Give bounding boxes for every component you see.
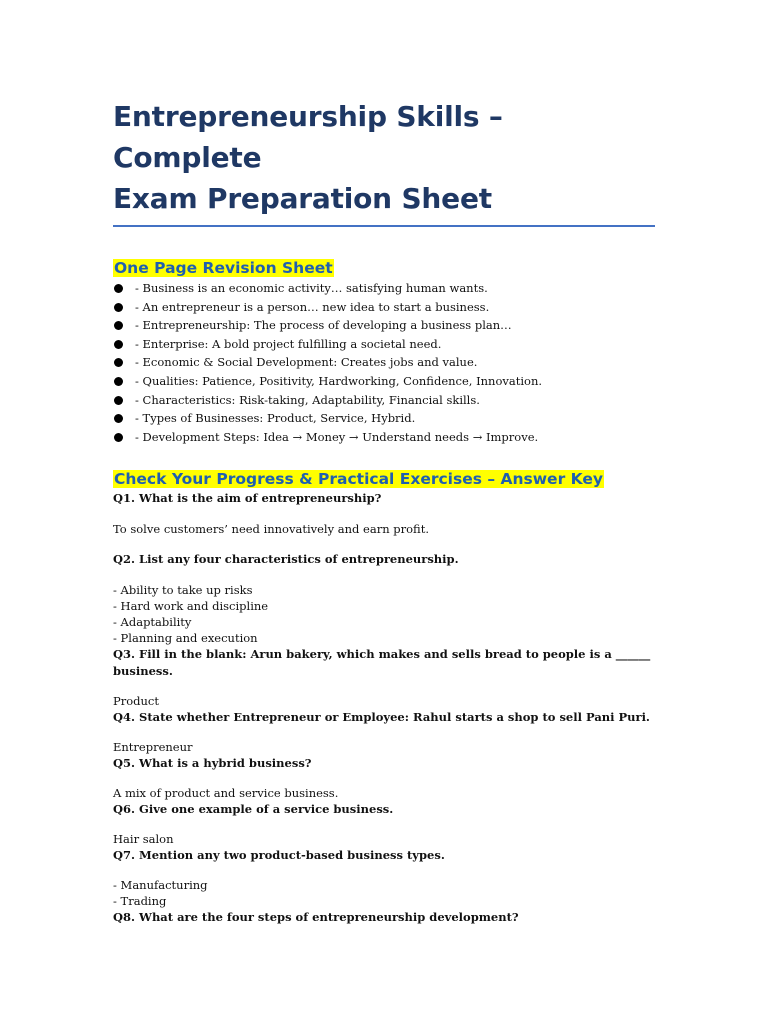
revision-item: - Types of Businesses: Product, Service, Hybrid. xyxy=(113,409,658,428)
bullet-icon xyxy=(114,321,123,330)
bullet-icon xyxy=(114,303,123,312)
document-page xyxy=(113,96,658,926)
revision-item: - Entrepreneurship: The process of developing a business plan… xyxy=(113,316,658,335)
bullet-icon xyxy=(114,284,123,293)
question-3: Q3. Fill in the blank: Arun bakery, which makes and sells bread to people is a ______ business. xyxy=(113,647,651,679)
bullet-icon xyxy=(114,414,123,423)
answer-4: Entrepreneur xyxy=(113,740,193,755)
revision-item: - Qualities: Patience, Positivity, Hardworking, Confidence, Innovation. xyxy=(113,372,658,391)
answer-2-item: - Hard work and discipline xyxy=(113,599,269,614)
revision-item: - Economic & Social Development: Creates jobs and value. xyxy=(113,353,658,372)
answer-2-item: - Ability to take up risks xyxy=(113,583,253,598)
title-underline xyxy=(113,225,655,227)
answer-2-item: - Planning and execution xyxy=(113,631,258,646)
question-2: Q2. List any four characteristics of entrepreneurship. xyxy=(113,552,459,567)
revision-item: - An entrepreneur is a person… new idea to start a business. xyxy=(113,298,658,317)
title-line-2: Exam Preparation Sheet xyxy=(113,182,492,215)
revision-item: - Development Steps: Idea → Money → Understand needs → Improve. xyxy=(113,428,658,447)
title-line-1: Entrepreneurship Skills – Complete xyxy=(113,100,503,174)
answer-3: Product xyxy=(113,694,159,709)
bullet-icon xyxy=(114,377,123,386)
document-title xyxy=(113,96,658,225)
answer-6: Hair salon xyxy=(113,832,174,847)
bullet-icon xyxy=(114,358,123,367)
bullet-icon xyxy=(114,396,123,405)
revision-heading: One Page Revision Sheet xyxy=(114,259,333,277)
answer-5: A mix of product and service business. xyxy=(113,786,339,801)
question-5: Q5. What is a hybrid business? xyxy=(113,756,312,771)
question-1: Q1. What is the aim of entrepreneurship? xyxy=(113,491,382,506)
answer-1: To solve customers’ need innovatively and earn profit. xyxy=(113,522,429,537)
bullet-icon xyxy=(114,433,123,442)
question-8: Q8. What are the four steps of entrepreneurship development? xyxy=(113,910,519,925)
answer-7-item: - Trading xyxy=(113,894,167,909)
question-6: Q6. Give one example of a service business. xyxy=(113,802,394,817)
question-7: Q7. Mention any two product-based business types. xyxy=(113,848,445,863)
question-4: Q4. State whether Entrepreneur or Employee: Rahul starts a shop to sell Pani Puri. xyxy=(113,710,650,725)
answer-7-item: - Manufacturing xyxy=(113,878,208,893)
answer-key-section xyxy=(113,469,658,926)
revision-item: - Business is an economic activity… satisfying human wants. xyxy=(113,279,658,298)
revision-item: - Enterprise: A bold project fulfilling a societal need. xyxy=(113,335,658,354)
revision-item: - Characteristics: Risk-taking, Adaptability, Financial skills. xyxy=(113,391,658,410)
answer-key-heading: Check Your Progress & Practical Exercises – Answer Key xyxy=(114,470,603,489)
revision-list xyxy=(113,279,658,446)
answer-2-item: - Adaptability xyxy=(113,615,192,630)
bullet-icon xyxy=(114,340,123,349)
